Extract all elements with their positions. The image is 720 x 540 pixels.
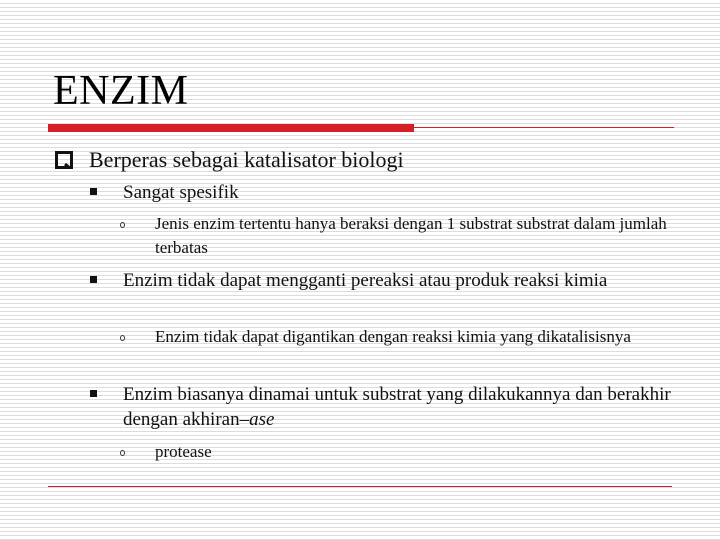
sub-bullet-3-text (123, 382, 680, 432)
title-underline-rule (414, 127, 674, 128)
square-bullet-icon (90, 276, 97, 283)
sub-bullet-2 (90, 268, 680, 293)
title-underline-bar (48, 124, 414, 132)
detail-bullet-3 (120, 440, 680, 464)
detail-bullet-2 (120, 325, 680, 349)
checkbox-q-icon (55, 151, 73, 169)
sub-bullet-1-text: Sangat spesifik (123, 182, 239, 203)
sub-bullet-3-text-main: Enzim biasanya dinamai untuk substrat yang dilakukannya dan berakhir dengan akhiran– (123, 384, 671, 430)
circle-bullet-icon (120, 450, 125, 456)
detail-bullet-2-text: Enzim tidak dapat digantikan dengan reaksi kimia yang dikatalisisnya (155, 327, 631, 346)
footer-rule (48, 486, 672, 487)
sub-bullet-2-text: Enzim tidak dapat mengganti pereaksi atau produk reaksi kimia (123, 270, 608, 291)
square-bullet-icon (90, 188, 97, 195)
slide-title: ENZIM (53, 68, 189, 114)
sub-bullet-1 (90, 180, 680, 205)
sub-bullet-3-text-suffix: ase (249, 409, 275, 430)
detail-bullet-1 (120, 212, 680, 260)
detail-bullet-3-text: protease (155, 442, 212, 461)
sub-bullet-3 (90, 382, 680, 432)
main-bullet-text: Berperas sebagai katalisator biologi (89, 147, 404, 172)
detail-bullet-1-text: Jenis enzim tertentu hanya beraksi dengan 1 substrat substrat dalam jumlah terbatas (155, 214, 667, 257)
circle-bullet-icon (120, 335, 125, 341)
circle-bullet-icon (120, 222, 125, 228)
square-bullet-icon (90, 390, 97, 397)
